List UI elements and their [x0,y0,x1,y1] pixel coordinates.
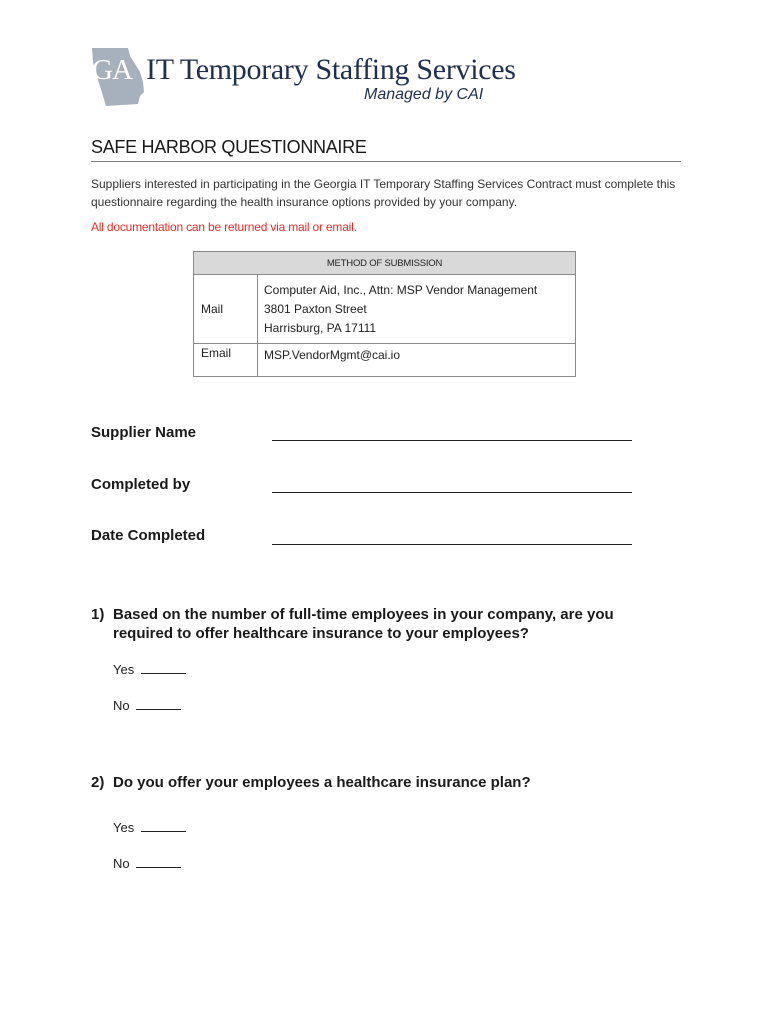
table-row-mail [194,275,576,344]
question-text: Do you offer your employees a healthcare insurance plan? [113,774,531,791]
document-title: SAFE HARBOR QUESTIONNAIRE [91,137,681,162]
mail-address-line: Harrisburg, PA 17111 [264,320,377,335]
completed-by-field[interactable] [272,492,632,493]
method-label-mail: Mail [194,275,258,344]
table-row-email [194,344,576,377]
mail-address-line: Computer Aid, Inc., Attn: MSP Vendor Management [264,282,538,297]
option-label: Yes [113,662,135,677]
submission-method-table [193,251,576,377]
table-header: METHOD OF SUBMISSION [194,252,576,275]
intro-paragraph: Suppliers interested in participating in the Georgia IT Temporary Staffing Services Contract must complete this questionnaire regarding the health insurance options provided by your company. [91,177,676,209]
answer-blank[interactable] [136,697,181,710]
q2-option-no[interactable] [113,855,181,871]
mail-address [258,275,576,344]
logo [88,44,528,110]
supplier-name-label: Supplier Name [91,424,197,441]
logo-subtitle: Managed by CAI [364,86,484,103]
option-label: No [113,698,130,713]
completed-by-label: Completed by [91,476,191,493]
option-label: Yes [113,820,135,835]
answer-blank[interactable] [136,855,181,868]
option-label: No [113,856,130,871]
q1-option-no[interactable] [113,697,181,713]
question-number: 1) [91,606,105,623]
answer-blank[interactable] [141,661,186,674]
question-number: 2) [91,774,105,791]
method-label-email: Email [194,344,258,377]
supplier-name-field[interactable] [272,440,632,441]
date-completed-field[interactable] [272,544,632,545]
submission-notice: All documentation can be returned via mail or email. [91,220,357,234]
q2-option-yes[interactable] [113,819,186,835]
logo-title: IT Temporary Staffing Services [146,53,516,86]
q1-option-yes[interactable] [113,661,186,677]
answer-blank[interactable] [141,819,186,832]
question-2 [91,773,651,793]
logo-mark: GA [92,54,132,86]
question-text: Based on the number of full-time employees in your company, are you required to offer healthcare insurance to your employees? [113,606,614,642]
question-1 [91,605,651,645]
email-address[interactable]: MSP.VendorMgmt@cai.io [258,344,576,377]
date-completed-label: Date Completed [91,527,206,544]
mail-address-line: 3801 Paxton Street [264,301,367,316]
